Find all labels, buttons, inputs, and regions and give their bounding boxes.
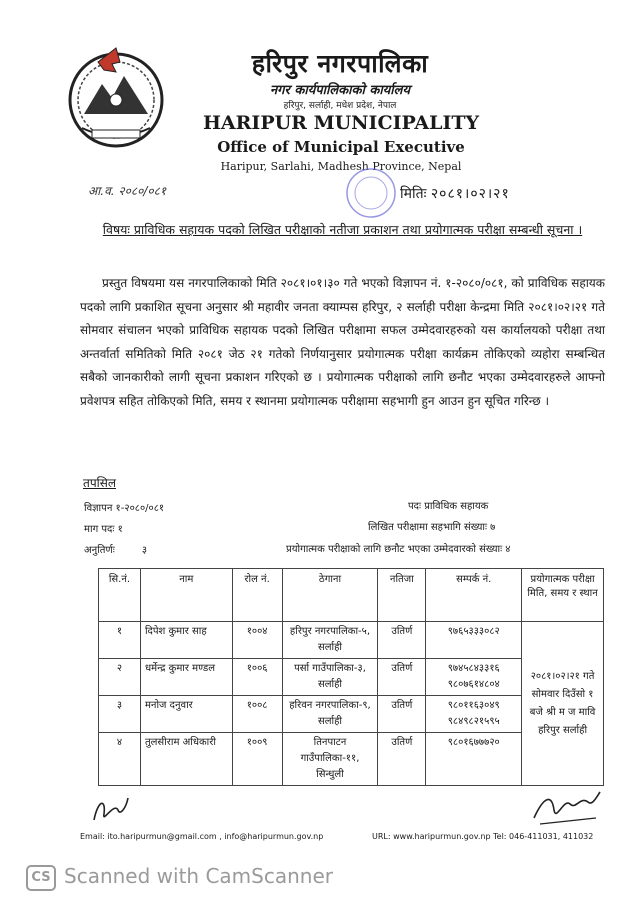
cell-result: उतिर्ण xyxy=(378,659,426,696)
footer-email: Email: ito.haripurmun@gmail.com , info@haripurmun.gov.np xyxy=(80,832,324,841)
cell-address: पर्सा गाउँपालिका-३, सर्लाही xyxy=(282,659,378,696)
col-header-sn: सि.नं. xyxy=(99,569,141,622)
post-name: पदः प्राविधिक सहायक xyxy=(408,501,489,512)
cell-schedule: २०८१।०२।२१ गते सोमवार दिउँसो १ बजे श्री म ज मावि हरिपुर सर्लाही xyxy=(522,622,604,786)
cell-result: उतिर्ण xyxy=(378,696,426,733)
office-title-english: Office of Municipal Executive xyxy=(217,138,465,156)
cell-contact: ९८०११६३०४९ ९८४९८२१५९५ xyxy=(426,696,522,733)
cell-address: तिनपाटन गाउँपालिका-११, सिन्धुली xyxy=(282,733,378,786)
notice-subject: विषयः प्राविधिक सहायक पदको लिखित परीक्षाको नतीजा प्रकाशन तथा प्रयोगात्मक परीक्षा सम्बन्धी सूचना । xyxy=(102,222,583,237)
ratio-value: ३ xyxy=(141,545,148,556)
address-nepali: हरिपुर, सर्लाही, मधेश प्रदेश, नेपाल xyxy=(283,101,397,111)
nepal-government-emblem-icon xyxy=(62,44,170,152)
practical-selected-count: प्रयोगात्मक परीक्षाको लागि छनौट भएका उम्मेदवारको संख्याः ४ xyxy=(286,544,511,555)
col-header-result: नतिजा xyxy=(378,569,426,622)
cell-name: धर्मेन्द्र कुमार मण्डल xyxy=(140,659,232,696)
footer-url: URL: www.haripurmun.gov.np Tel: 046-411031, 411032 xyxy=(372,832,594,841)
table-row xyxy=(99,622,604,659)
cell-name: तुलसीराम अधिकारी xyxy=(140,733,232,786)
cell-address: हरिवन नगरपालिका-९, सर्लाही xyxy=(282,696,378,733)
cell-sn: १ xyxy=(99,622,141,659)
cell-result: उतिर्ण xyxy=(378,733,426,786)
signature-right-icon xyxy=(530,788,602,828)
office-title-nepali: नगर कार्यपालिकाको कार्यालय xyxy=(269,83,411,98)
cell-contact: ९८०१६७७७२० xyxy=(426,733,522,786)
cell-contact: ९७४५८४३३१६ ९८०७६१४८०४ xyxy=(426,659,522,696)
notice-date xyxy=(400,184,510,203)
written-exam-count: लिखित परीक्षामा सहभागि संख्याः ७ xyxy=(368,522,496,533)
demand-posts: माग पदः १ xyxy=(84,524,123,535)
table-header-row xyxy=(99,569,604,622)
cell-sn: २ xyxy=(99,659,141,696)
watermark-text: Scanned with CamScanner xyxy=(64,864,333,888)
cell-result: उतिर्ण xyxy=(378,622,426,659)
col-header-schedule: प्रयोगात्मक परीक्षा मिति, समय र स्थान xyxy=(522,569,604,622)
cell-roll: १००६ xyxy=(232,659,282,696)
camscanner-logo-icon: CS xyxy=(26,865,56,891)
date-value: २०८१।०२।२१ xyxy=(430,186,510,202)
date-label: मितिः xyxy=(400,186,427,202)
address-english: Haripur, Sarlahi, Madhesh Province, Nepal xyxy=(220,160,462,173)
cell-name: दिपेश कुमार साह xyxy=(140,622,232,659)
col-header-address: ठेगाना xyxy=(282,569,378,622)
office-seal-icon xyxy=(344,166,398,220)
reference-number: आ.व. २०८०/०८१ xyxy=(88,184,167,198)
notice-body: प्रस्तुत विषयमा यस नगरपालिकाको मिति २०८१।०१।३० गते भएको विज्ञापन नं. १-२०८०/०८१, को प्राविधिक सहायक पदको लागि प्रकाशित सूचना अनुसार श्री महावीर जनता क्याम्पस हरिपुर, २ सर्लाही परीक्षा केन्द्रमा मिति २०८१।०२।२१ गते सोमवार संचालन भएको प्राविधिक सहायक पदको लिखित परीक्षामा सफल उम्मेदवारहरुको यस कार्यालयको परीक्षा तथा अन्तर्वार्ता समितिको मिति २०८१ जेठ २१ गतेको निर्णयानुसार प्रयोगात्मक परीक्षा कार्यक्रम तोकिएको व्यहोरा सम्बन्धित सबैको जानकारीको लागी सूचना प्रकाशन गरिएको छ । प्रयोगात्मक परीक्षाको लागि छनौट भएका उम्मेदवारहरुले आफ्नो प्रवेशपत्र सहित तोकिएको मिति, समय र स्थानमा प्रयोगात्मक परीक्षामा सहभागी हुन आउन हुन सूचित गरिन्छ । xyxy=(80,276,605,408)
cell-sn: ४ xyxy=(99,733,141,786)
cell-roll: १००९ xyxy=(232,733,282,786)
results-table xyxy=(98,568,604,786)
details-heading: तपसिल xyxy=(83,476,117,490)
municipality-title-english: HARIPUR MUNICIPALITY xyxy=(202,112,480,134)
col-header-contact: सम्पर्क नं. xyxy=(426,569,522,622)
municipality-title-nepali: हरिपुर नगरपालिका xyxy=(251,49,429,78)
scanner-watermark xyxy=(26,864,333,891)
cell-roll: १००४ xyxy=(232,622,282,659)
cell-address: हरिपुर नगरपालिका-५, सर्लाही xyxy=(282,622,378,659)
signature-left-icon xyxy=(88,790,132,828)
cell-sn: ३ xyxy=(99,696,141,733)
cell-name: मनोज दनुवार xyxy=(140,696,232,733)
advertisement-number: विज्ञापन १-२०८०/०८१ xyxy=(84,503,165,514)
col-header-name: नाम xyxy=(140,569,232,622)
cell-roll: १००८ xyxy=(232,696,282,733)
ratio xyxy=(84,542,147,556)
cell-contact: ९७६५३३३०८२ xyxy=(426,622,522,659)
ratio-label: अनुतिर्णः xyxy=(84,545,115,556)
col-header-roll: रोल नं. xyxy=(232,569,282,622)
